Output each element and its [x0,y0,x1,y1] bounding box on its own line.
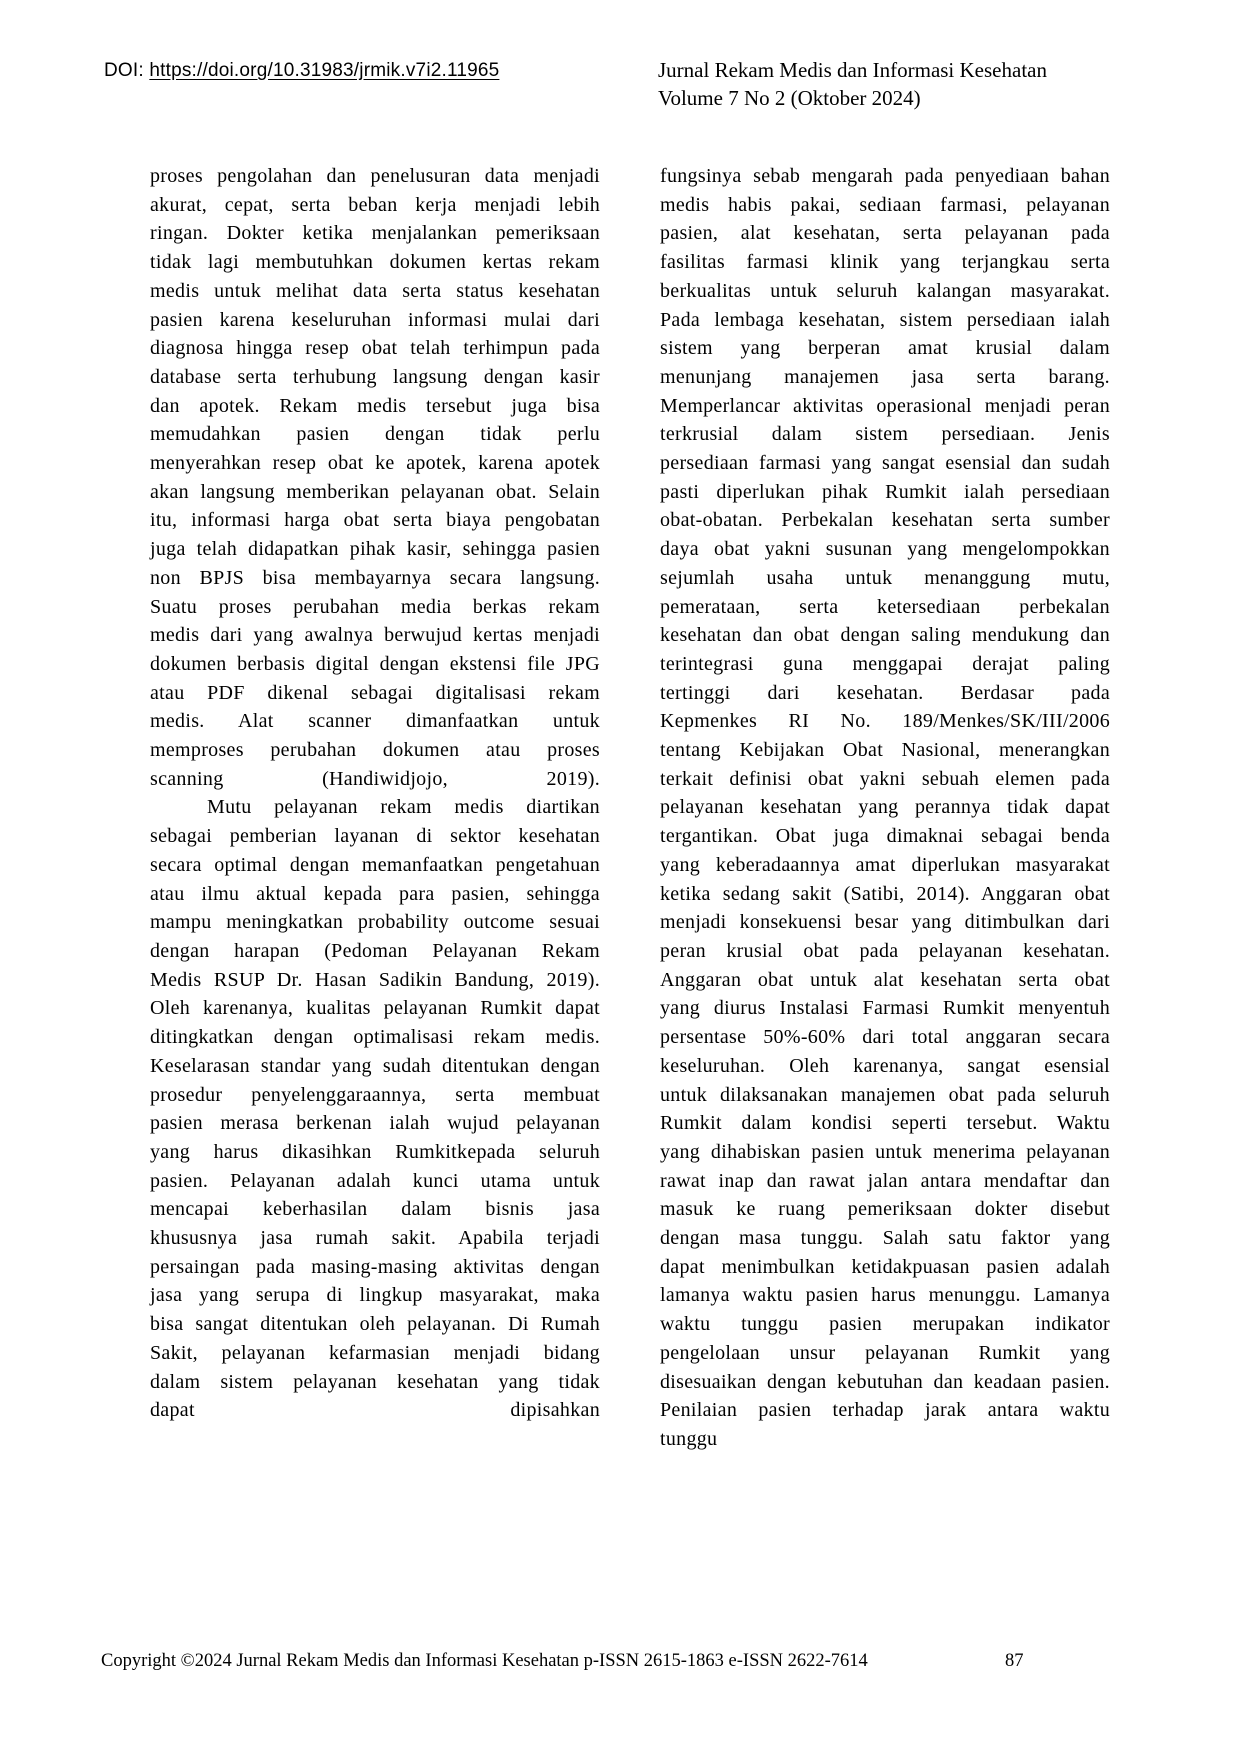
body-column-right [660,162,1110,1454]
doi-link[interactable]: https://doi.org/10.31983/jrmik.v7i2.11965 [149,60,500,81]
paragraph-continuation-right: fungsinya sebab mengarah pada penyediaan bahan medis habis pakai, sediaan farmasi, pelayanan pasien, alat kesehatan, serta pelayanan pada fasilitas farmasi klinik yang terjangkau serta berkualitas untuk seluruh kalangan masyarakat. Pada lembaga kesehatan, sistem persediaan ialah sistem yang berperan amat krusial dalam menunjang manajemen jasa serta barang. Memperlancar aktivitas operasional menjadi peran terkrusial dalam sistem persediaan. Jenis persediaan farmasi yang sangat esensial dan sudah pasti diperlukan pihak Rumkit ialah persediaan obat-obatan. Perbekalan kesehatan serta sumber daya obat yakni susunan yang mengelompokkan sejumlah usaha untuk menanggung mutu, pemerataan, serta ketersediaan perbekalan kesehatan dan obat dengan saling mendukung dan terintegrasi guna menggapai derajat paling tertinggi dari kesehatan. Berdasar pada Kepmenkes RI No. 189/Menkes/SK/III/2006 tentang Kebijakan Obat Nasional, menerangkan terkait definisi obat yakni sebuah elemen pada pelayanan kesehatan yang perannya tidak dapat tergantikan. Obat juga dimaknai sebagai benda yang keberadaannya amat diperlukan masyarakat ketika sedang sakit (Satibi, 2014). Anggaran obat menjadi konsekuensi besar yang ditimbulkan dari peran krusial obat pada pelayanan kesehatan. Anggaran obat untuk alat kesehatan serta obat yang diurus Instalasi Farmasi Rumkit menyentuh persentase 50%-60% dari total anggaran secara keseluruhan. Oleh karenanya, sangat esensial untuk dilaksanakan manajemen obat pada seluruh Rumkit dalam kondisi seperti tersebut. Waktu yang dihabiskan pasien untuk menerima pelayanan rawat inap dan rawat jalan antara mendaftar dan masuk ke ruang pemeriksaan dokter disebut dengan masa tunggu. Salah satu faktor yang dapat menimbulkan ketidakpuasan pasien adalah lamanya waktu pasien harus menunggu. Lamanya waktu tunggu pasien merupakan indikator pengelolaan unsur pelayanan Rumkit yang disesuaikan dengan kebutuhan dan keadaan pasien. Penilaian pasien terhadap jarak antara waktu tunggu [660,165,1110,1450]
footer-copyright: Copyright ©2024 Jurnal Rekam Medis dan Informasi Kesehatan p-ISSN 2615-1863 e-ISSN 2622-7614 [101,1651,868,1671]
journal-header [658,56,1118,112]
volume-info: Volume 7 No 2 (Oktober 2024) [658,86,921,110]
body-columns [150,162,1110,1454]
paragraph-continuation-left: proses pengolahan dan penelusuran data menjadi akurat, cepat, serta beban kerja menjadi lebih ringan. Dokter ketika menjalankan pemeriksaan tidak lagi membutuhkan dokumen kertas rekam medis untuk melihat data serta status kesehatan pasien karena keseluruhan informasi mulai dari diagnosa hingga resep obat telah terhimpun pada database serta terhubung langsung dengan kasir dan apotek. Rekam medis tersebut juga bisa memudahkan pasien dengan tidak perlu menyerahkan resep obat ke apotek, karena apotek akan langsung memberikan pelayanan obat. Selain itu, informasi harga obat serta biaya pengobatan juga telah didapatkan pihak kasir, sehingga pasien non BPJS bisa membayarnya secara langsung. Suatu proses perubahan media berkas rekam medis dari yang awalnya berwujud kertas menjadi dokumen berbasis digital dengan ekstensi file JPG atau PDF dikenal sebagai digitalisasi rekam medis. Alat scanner dimanfaatkan untuk memproses perubahan dokumen atau proses scanning (Handiwidjojo, 2019). [150,165,600,790]
paragraph-mutu: Mutu pelayanan rekam medis diartikan sebagai pemberian layanan di sektor kesehatan secara optimal dengan memanfaatkan pengetahuan atau ilmu aktual kepada para pasien, sehingga mampu meningkatkan probability outcome sesuai dengan harapan (Pedoman Pelayanan Rekam Medis RSUP Dr. Hasan Sadikin Bandung, 2019). Oleh karenanya, kualitas pelayanan Rumkit dapat ditingkatkan dengan optimalisasi rekam medis. Keselarasan standar yang sudah ditentukan dengan prosedur penyelenggaraannya, serta membuat pasien merasa berkenan ialah wujud pelayanan yang harus dikasihkan Rumkitkepada seluruh pasien. Pelayanan adalah kunci utama untuk mencapai keberhasilan dalam bisnis jasa khususnya jasa rumah sakit. Apabila terjadi persaingan pada masing-masing aktivitas dengan jasa yang serupa di lingkup masyarakat, maka bisa sangat ditentukan oleh pelayanan. Di Rumah Sakit, pelayanan kefarmasian menjadi bidang dalam sistem pelayanan kesehatan yang tidak dapat dipisahkan [150,796,600,1422]
body-column-left [150,162,600,1454]
doi-label: DOI: [104,60,150,81]
doi-line [104,60,499,82]
journal-name: Jurnal Rekam Medis dan Informasi Kesehatan [658,58,1047,82]
page-number: 87 [1005,1651,1024,1671]
